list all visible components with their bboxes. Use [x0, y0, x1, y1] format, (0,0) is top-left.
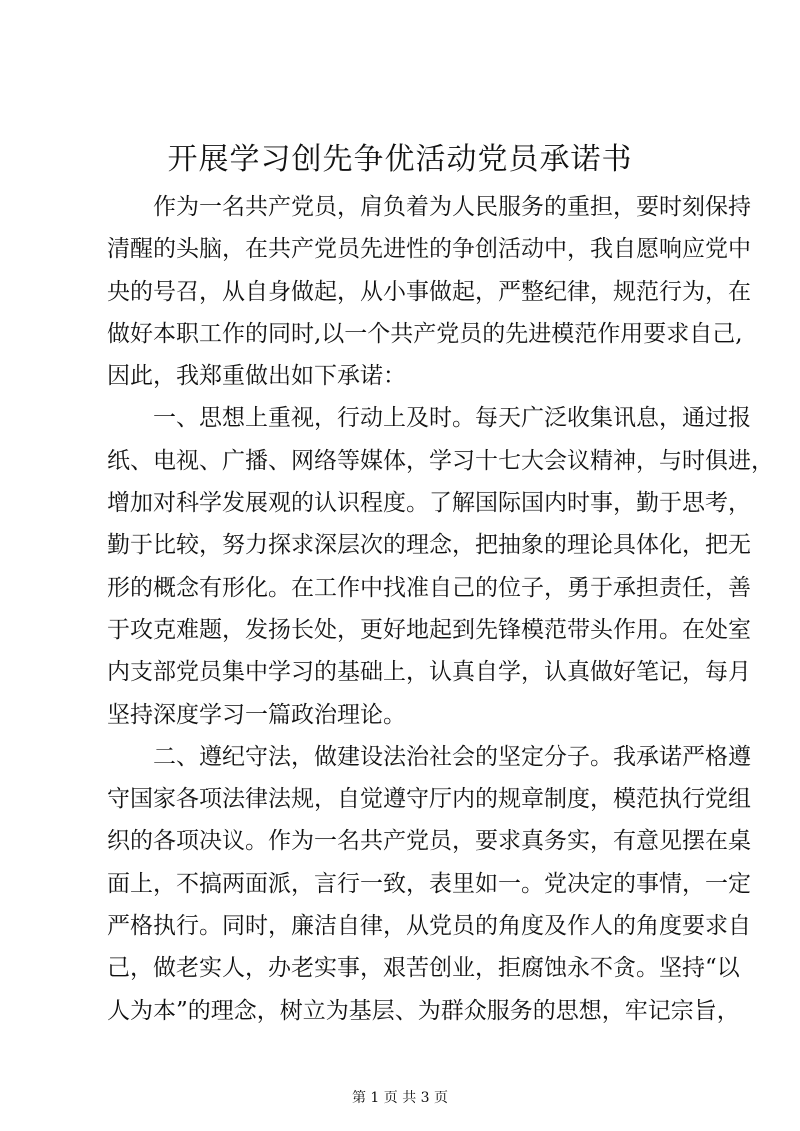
paragraph-line: 纸、电视、广播、网络等媒体，学习十七大会议精神，与时俱进，	[107, 447, 774, 474]
paragraph-line: 人为本”的理念，树立为基层、为群众服务的思想，牢记宗旨，	[107, 997, 740, 1024]
paragraph-line: 二、遵纪守法，做建设法治社会的坚定分子。我承诺严格遵	[153, 743, 751, 770]
paragraph-line: 严格执行。同时，廉洁自律，从党员的角度及作人的角度要求自	[107, 913, 751, 940]
paragraph-line: 清醒的头脑，在共产党员先进性的争创活动中，我自愿响应党中	[107, 236, 751, 263]
paragraph-line: 增加对科学发展观的认识程度。了解国际国内时事，勤于思考，	[107, 490, 751, 517]
paragraph-line: 因此，我郑重做出如下承诺：	[107, 363, 406, 390]
paragraph-line: 坚持深度学习一篇政治理论。	[107, 701, 406, 728]
paragraph-line: 形的概念有形化。在工作中找准自己的位子，勇于承担责任，善	[107, 574, 751, 601]
paragraph-line: 于攻克难题，发扬长处，更好地起到先锋模范带头作用。在处室	[107, 616, 751, 643]
document-body	[107, 186, 774, 1032]
paragraph-line: 织的各项决议。作为一名共产党员，要求真务实，有意见摆在桌	[107, 828, 751, 855]
paragraph-line: 一、思想上重视，行动上及时。每天广泛收集讯息，通过报	[153, 405, 751, 432]
paragraph-line: 守国家各项法律法规，自觉遵守厅内的规章制度，模范执行党组	[107, 786, 751, 813]
document-title: 开展学习创先争优活动党员承诺书	[167, 142, 633, 177]
paragraph-line: 己，做老实人，办老实事，艰苦创业，拒腐蚀永不贪。坚持“以	[107, 955, 740, 982]
paragraph-line: 内支部党员集中学习的基础上，认真自学，认真做好笔记，每月	[107, 659, 751, 686]
page-footer: 第 1 页 共 3 页	[351, 1090, 449, 1106]
paragraph-line: 央的号召，从自身做起，从小事做起，严整纪律，规范行为，在	[107, 278, 751, 305]
paragraph-line: 面上，不搞两面派，言行一致，表里如一。党决定的事情，一定	[107, 870, 751, 897]
paragraph-line: 做好本职工作的同时,以一个共产党员的先进模范作用要求自己,	[107, 320, 743, 347]
paragraph-line: 勤于比较，努力探求深层次的理念，把抽象的理论具体化，把无	[107, 532, 751, 559]
paragraph-line: 作为一名共产党员，肩负着为人民服务的重担，要时刻保持	[153, 194, 751, 220]
